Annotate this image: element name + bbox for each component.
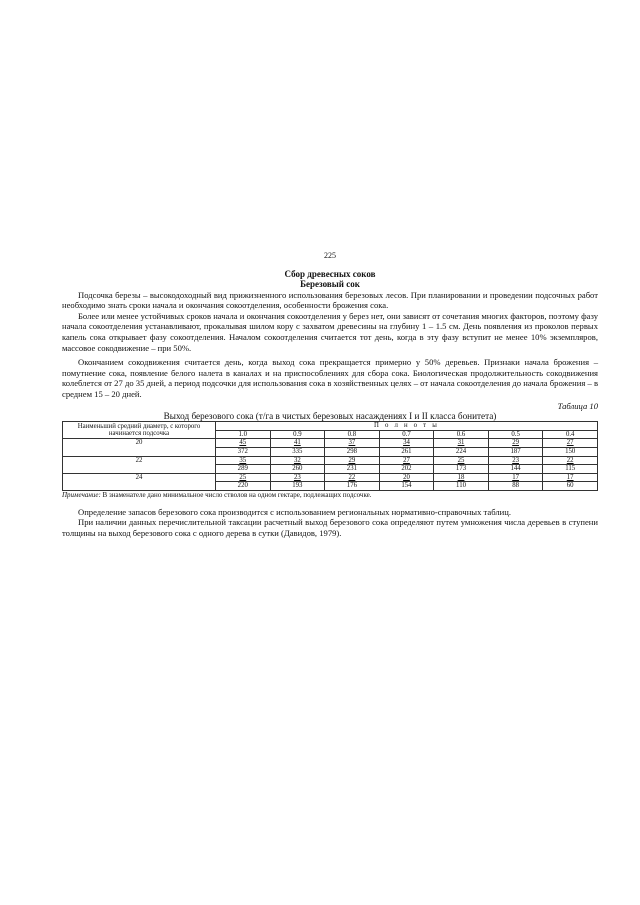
- sap-yield-table: [62, 421, 598, 491]
- numerator-cell: [379, 456, 434, 465]
- numerator-value: 34: [403, 439, 410, 447]
- numerator-cell: [434, 439, 489, 448]
- numerator-cell: [434, 473, 489, 482]
- numerator-cell: [270, 439, 325, 448]
- paragraph: Определение запасов березового сока производится с использованием региональных нормативно-справочных таблиц.: [78, 506, 511, 517]
- subsection-title: Березовый сок: [300, 279, 360, 290]
- table-row: [63, 439, 598, 448]
- numerator-cell: [543, 473, 598, 482]
- denominator-cell: 176: [325, 482, 380, 491]
- density-value-cell: 0.4: [543, 430, 598, 439]
- numerator-value: 37: [348, 439, 356, 447]
- numerator-cell: [379, 473, 434, 482]
- paragraph: Окончанием сокодвижения считается день, когда выход сока прекращается примерно у 50% деревьев. Признаки начала брожения – помутнение сока, появление белого налета в каналах и на приспособлениях для сбора сока. Биологическая продолжительность сокодвижения колеблется от 27 до 35 дней, а период подсочки для использования сока в хозяйственных целях – от начала сокоотделения до начала брожения – в среднем 15 – 20 дней.: [62, 357, 598, 399]
- denominator-cell: 193: [270, 482, 325, 491]
- numerator-value: 31: [457, 439, 465, 447]
- denominator-cell: 260: [270, 465, 325, 474]
- diameter-cell: 24: [63, 473, 216, 490]
- table-caption: Выход березового сока (т/га в чистых березовых насаждениях I и II класса бонитета): [163, 411, 497, 422]
- numerator-value: 27: [566, 439, 574, 447]
- density-value-cell: 0.8: [325, 430, 380, 439]
- table-row: [63, 473, 598, 482]
- numerator-value: 25: [457, 456, 465, 464]
- diameter-cell: 20: [63, 439, 216, 456]
- numerator-cell: [216, 473, 271, 482]
- numerator-value: 23: [293, 473, 301, 481]
- numerator-value: 20: [403, 473, 410, 481]
- denominator-cell: 261: [379, 447, 434, 456]
- table-row: [63, 456, 598, 465]
- numerator-cell: [325, 473, 380, 482]
- numerator-value: 25: [239, 473, 247, 481]
- numerator-value: 18: [457, 473, 465, 481]
- numerator-value: 32: [293, 456, 301, 464]
- denominator-cell: 289: [216, 465, 271, 474]
- denominator-cell: 224: [434, 447, 489, 456]
- denominator-cell: 154: [379, 482, 434, 491]
- denominator-cell: 115: [543, 465, 598, 474]
- table-note-label: Примечание:: [62, 490, 101, 499]
- density-value-cell: 0.5: [488, 430, 543, 439]
- numerator-value: 41: [293, 439, 301, 447]
- numerator-cell: [270, 456, 325, 465]
- paragraph: При наличии данных перечислительной таксации расчетный выход березового сока определяют путем умножения числа деревьев в ступени толщины на выход березового сока с одного дерева в сутки (Давидов, 1979).: [62, 517, 598, 539]
- numerator-value: 29: [512, 439, 519, 447]
- density-header-cell: П о л н о т ы: [216, 422, 598, 431]
- denominator-cell: 144: [488, 465, 543, 474]
- denominator-cell: 372: [216, 447, 271, 456]
- section-title: Сбор древесных соков: [284, 268, 376, 279]
- numerator-cell: [270, 473, 325, 482]
- numerator-cell: [325, 439, 380, 448]
- denominator-cell: 60: [543, 482, 598, 491]
- numerator-value: 17: [512, 473, 519, 481]
- diameter-cell: 22: [63, 456, 216, 473]
- table-header-row: [63, 422, 598, 431]
- density-value-cell: 1.0: [216, 430, 271, 439]
- paragraph: Более или менее устойчивых сроков начала и окончания сокоотделения у берез нет, они зависят от сочетания многих факторов, поэтому фазу начала сокоотделения устанавливают, прокалывая шилом кору с захватом древесины на глубину 1 – 1.5 см. День появления из проколов первых капель сока открывает фазу сокоотделения. Началом сокоотделения считается тот день, когда в эту фазу вступит не менее 10% экземпляров, массовое сокодвижение – при 50%.: [62, 310, 598, 353]
- denominator-cell: 88: [488, 482, 543, 491]
- denominator-cell: 110: [434, 482, 489, 491]
- numerator-value: 29: [348, 456, 356, 464]
- table-note: [62, 491, 598, 500]
- numerator-value: 35: [239, 456, 247, 464]
- denominator-cell: 220: [216, 482, 271, 491]
- denominator-cell: 231: [325, 465, 380, 474]
- denominator-cell: 173: [434, 465, 489, 474]
- numerator-cell: [216, 456, 271, 465]
- denominator-cell: 202: [379, 465, 434, 474]
- numerator-cell: [488, 456, 543, 465]
- numerator-value: 22: [566, 456, 574, 464]
- numerator-cell: [488, 473, 543, 482]
- table-note-text: В знаменателе дано минимальное число стволов на одном гектаре, подлежащих подсочке.: [100, 490, 372, 499]
- page-number: 225: [324, 251, 336, 260]
- numerator-value: 17: [566, 473, 574, 481]
- table-number: Таблица 10: [557, 400, 598, 411]
- numerator-cell: [216, 439, 271, 448]
- numerator-cell: [543, 456, 598, 465]
- row-header-cell: Наименьший средний диаметр, с которого начинается подсочка: [63, 422, 216, 439]
- numerator-cell: [488, 439, 543, 448]
- denominator-cell: 298: [325, 447, 380, 456]
- page-content: [62, 251, 598, 539]
- paragraph: Подсочка березы – высокодоходный вид прижизненного использования березовых лесов. При планировании и проведении подсочных работ необходимо знать сроки начала и окончания сокоотделения, особенности брожения сока.: [62, 289, 598, 311]
- numerator-cell: [325, 456, 380, 465]
- numerator-cell: [434, 456, 489, 465]
- denominator-cell: 335: [270, 447, 325, 456]
- numerator-cell: [543, 439, 598, 448]
- numerator-value: 22: [348, 473, 356, 481]
- density-value-cell: 0.7: [379, 430, 434, 439]
- density-value-cell: 0.6: [434, 430, 489, 439]
- numerator-value: 27: [403, 456, 410, 464]
- denominator-cell: 150: [543, 447, 598, 456]
- density-value-cell: 0.9: [270, 430, 325, 439]
- numerator-value: 23: [512, 456, 519, 464]
- denominator-cell: 187: [488, 447, 543, 456]
- numerator-cell: [379, 439, 434, 448]
- numerator-value: 45: [239, 439, 247, 447]
